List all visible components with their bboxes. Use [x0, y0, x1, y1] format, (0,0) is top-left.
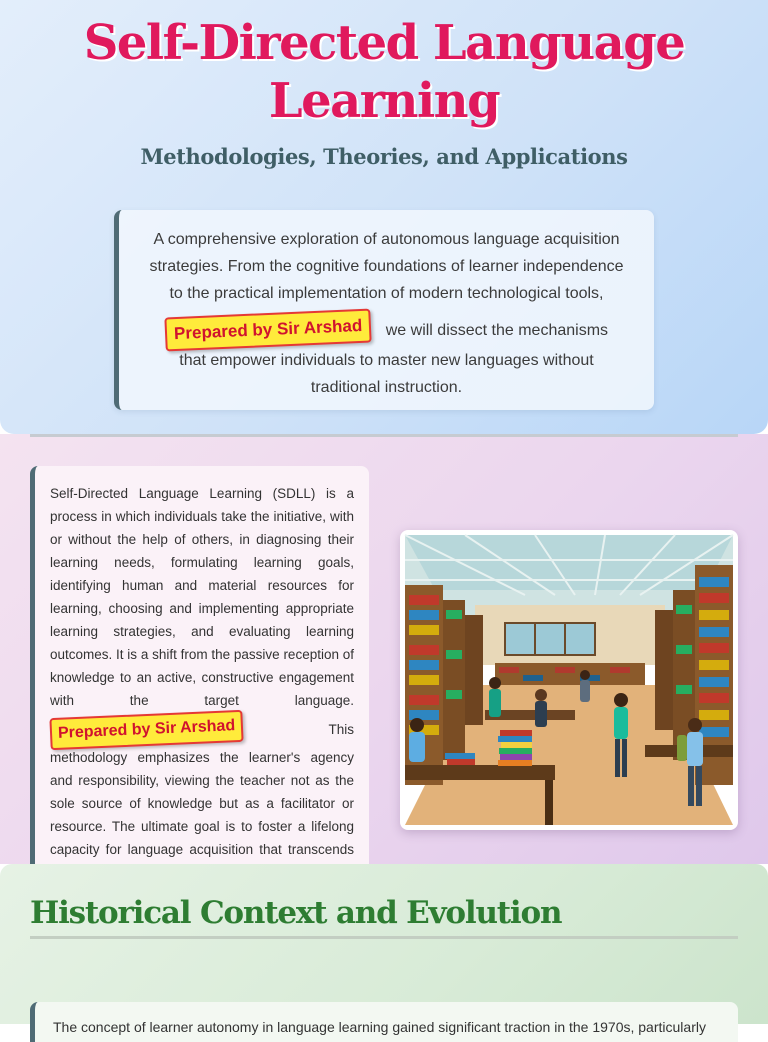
page-subtitle: Methodologies, Theories, and Applications	[140, 144, 628, 169]
definition-card	[30, 466, 369, 864]
definition-text: Self-Directed Language Learning (SDLL) is a process in which individuals take the initiative, with or without the help of others, in diagnosing their learning needs, formulating learning goals, identifying human and material resources for learning, choosing and implementing appropriate learning strategies, and evaluating learning outcomes. It is a shift from the passive reception of knowledge to an active, constructive engagement with the target language.	[50, 486, 354, 708]
library-illustration	[400, 530, 738, 830]
intro-card	[114, 210, 654, 410]
definition-section	[0, 434, 768, 864]
intro-text-line: strategies. From the cognitive foundations of learner independence	[149, 258, 624, 275]
library-image	[405, 535, 733, 825]
intro-text-line: to the practical implementation of modern technological tools,	[169, 285, 604, 302]
intro-text-line: that empower individuals to master new languages without	[179, 352, 594, 369]
definition-text-continued: This methodology emphasizes the learner's agency and responsibility, viewing the teacher not as the sole source of knowledge but as a facilitator or resource. The ultimate goal is to foster a lifelong capacity for language acquisition that transcends	[50, 722, 354, 857]
intro-text-line: we will dissect the mechanisms	[385, 322, 609, 339]
history-card	[30, 1002, 738, 1042]
history-section	[0, 864, 768, 1035]
prepared-by-badge: Prepared by Sir Arshad	[49, 710, 243, 750]
hero-section	[0, 0, 768, 434]
history-text: The concept of learner autonomy in language learning gained significant traction in the 1970s, particularly	[53, 1019, 706, 1035]
section-divider	[30, 936, 738, 939]
intro-text-line: A comprehensive exploration of autonomous language acquisition	[153, 231, 620, 248]
page-title: Self-Directed Language Learning	[83, 15, 685, 129]
intro-badge-row	[141, 313, 632, 347]
prepared-by-badge: Prepared by Sir Arshad	[164, 309, 372, 352]
section-divider	[30, 434, 738, 437]
intro-text-line: traditional instruction.	[310, 379, 463, 396]
history-heading: Historical Context and Evolution	[30, 895, 562, 931]
